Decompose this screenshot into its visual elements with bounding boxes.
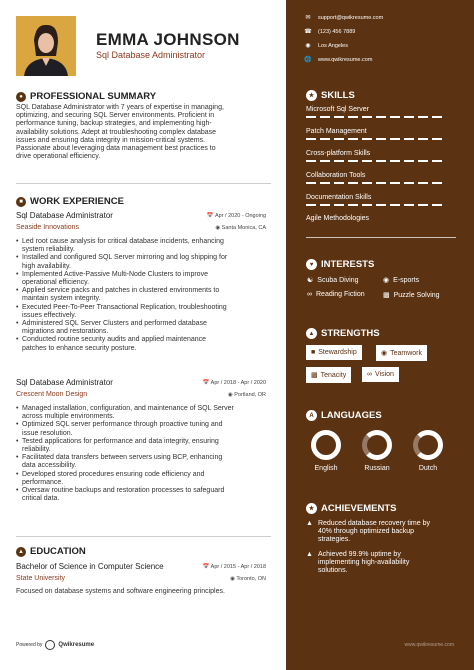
education-description: Focused on database systems and software engineering principles. <box>16 588 225 595</box>
scuba-icon: ☯ <box>307 277 314 284</box>
language-level-ring <box>413 430 443 460</box>
binoculars-icon: ∞ <box>367 371 372 378</box>
skill-item: Microsoft Sql Server <box>306 106 456 118</box>
trophy-icon: ▲ <box>306 520 313 527</box>
user-icon: ● <box>16 92 26 102</box>
list-item: • Executed Peer-To-Peer Transactional Replication, troubleshooting issues effectively. <box>16 304 271 320</box>
section-heading-strengths: ▲ STRENGTHS <box>306 328 380 339</box>
job-bullets <box>16 405 271 503</box>
teamwork-icon: ◉ <box>381 350 388 357</box>
skill-level-bar <box>306 160 456 162</box>
summary-text: SQL Database Administrator with 7 years of expertise in managing, optimizing, and securing SQL Server environments. Proficient in performance tuning, backup strategies, and implementing high- availability solutions. Adept at troubleshooting complex database issues and ensuring data integrity in mission-critical systems. Passionate about leveraging data management best practices to drive operational efficiency. <box>16 104 224 161</box>
contact-website[interactable]: 🌐 www.qwikresume.com <box>304 56 373 63</box>
list-item: • Facilitated data transfers between servers using BCP, enhancing data accessibility. <box>16 454 271 470</box>
list-item: • Led root cause analysis for critical database incidents, enhancing system reliability. <box>16 238 271 254</box>
language-item: Dutch <box>408 430 448 472</box>
job-company: Seaside Innovations <box>16 224 80 231</box>
strength-tag: ▩ Tenacity <box>306 367 351 383</box>
degree: Bachelor of Science in Computer Science <box>16 562 164 571</box>
job-company: Crescent Moon Design <box>16 391 88 398</box>
puzzle-icon: ▩ <box>383 292 390 299</box>
section-heading-interests: ♥ INTERESTS <box>306 259 374 270</box>
school: State University <box>16 575 66 582</box>
section-heading-education: ▲ EDUCATION <box>16 546 271 557</box>
skill-item: Documentation Skills <box>306 194 456 206</box>
tenacity-icon: ▩ <box>311 372 318 379</box>
strength-tag: ■ Stewardship <box>306 345 362 360</box>
phone-icon: ☎ <box>304 29 312 35</box>
interest-item: ◉ E-sports <box>383 276 420 284</box>
contact-email[interactable]: ✉ support@qwikresume.com <box>305 14 384 21</box>
contact-location: ◉ Los Angeles <box>305 42 348 49</box>
job-date: 📅 Apr / 2020 - Ongoing <box>206 213 266 219</box>
list-item: • Optimized SQL server performance through proactive tuning and issue resolution. <box>16 421 271 437</box>
skill-level-bar <box>306 138 456 140</box>
achievement-item: ▲ Achieved 99.9% uptime by implementing high-availability solutions. <box>306 551 410 574</box>
job-date: 📅 Apr / 2018 - Apr / 2020 <box>202 380 266 386</box>
briefcase-icon: ■ <box>16 197 26 207</box>
trophy-icon: ▲ <box>306 551 313 558</box>
education-location: ◉ Toronto, ON <box>230 576 266 582</box>
divider <box>16 536 271 537</box>
stewardship-icon: ■ <box>311 349 316 356</box>
interest-item: ∞ Reading Fiction <box>307 291 365 298</box>
list-item: • Installed and configured SQL Server mirroring and log shipping for high availability. <box>16 254 271 270</box>
language-level-ring <box>362 430 392 460</box>
job-location: ◉ Portland, OR <box>227 392 266 398</box>
medal-icon: ★ <box>306 503 317 514</box>
strength-tag: ∞ Vision <box>362 367 399 382</box>
skill-item: Patch Management <box>306 128 456 140</box>
section-heading-summary: ● PROFESSIONAL SUMMARY <box>16 91 271 102</box>
section-heading-languages: A LANGUAGES <box>306 410 382 421</box>
strength-tag: ◉ Teamwork <box>376 345 427 361</box>
divider <box>306 237 456 238</box>
skill-item: Collaboration Tools <box>306 172 456 184</box>
interest-item: ▩ Puzzle Solving <box>383 291 440 299</box>
job-location: ◉ Santa Monica, CA <box>215 225 266 231</box>
list-item: • Implemented Active-Passive Multi-Node Clusters to improve operational efficiency. <box>16 271 271 287</box>
skill-level-bar <box>306 116 456 118</box>
skill-level-bar <box>306 182 456 184</box>
candidate-name: EMMA JOHNSON <box>96 30 240 49</box>
graduation-cap-icon: ▲ <box>16 547 26 557</box>
list-item: • Administered SQL Server Clusters and performed database migrations and restorations. <box>16 320 271 336</box>
language-item: English <box>306 430 346 472</box>
language-item: Russian <box>357 430 397 472</box>
gamepad-icon: ◉ <box>383 277 390 284</box>
footer-branding: Powered by Qwikresume <box>16 642 95 648</box>
job-title: Sql Database Administrator <box>16 211 113 220</box>
section-heading-experience: ■ WORK EXPERIENCE <box>16 196 271 207</box>
section-heading-achievements: ★ ACHIEVEMENTS <box>306 503 396 514</box>
skill-item: Agile Methodologies <box>306 215 370 222</box>
candidate-title: Sql Database Administrator <box>96 50 206 60</box>
section-heading-skills: ★ SKILLS <box>306 90 355 101</box>
language-icon: A <box>306 410 317 421</box>
skills-icon: ★ <box>306 90 317 101</box>
job-title: Sql Database Administrator <box>16 378 113 387</box>
profile-photo <box>16 16 76 76</box>
job-bullets <box>16 238 271 353</box>
glasses-icon: ∞ <box>307 291 312 298</box>
list-item: • Managed installation, configuration, and maintenance of SQL Server across multiple environments. <box>16 405 271 421</box>
skill-item: Cross-platform Skills <box>306 150 456 162</box>
list-item: • Conducted routine security audits and applied maintenance patches to enhance security posture. <box>16 336 271 352</box>
list-item: • Oversaw routine backups and restoration processes to safeguard critical data. <box>16 487 271 503</box>
achievement-item: ▲ Reduced database recovery time by 40% through optimized backup strategies. <box>306 520 430 543</box>
qwikresume-logo-icon <box>45 640 55 650</box>
brand-name: Qwikresume <box>58 642 95 648</box>
divider <box>16 183 271 184</box>
globe-icon: 🌐 <box>304 57 312 63</box>
contact-phone[interactable]: ☎ (123) 456 7889 <box>304 28 356 35</box>
heart-icon: ♥ <box>306 259 317 270</box>
education-date: 📅 Apr / 2015 - Apr / 2018 <box>202 564 266 570</box>
trophy-icon: ▲ <box>306 328 317 339</box>
language-level-ring <box>311 430 341 460</box>
location-pin-icon: ◉ <box>305 43 311 49</box>
skill-level-bar <box>306 204 456 206</box>
interest-item: ☯ Scuba Diving <box>307 276 359 284</box>
mail-icon: ✉ <box>305 15 311 21</box>
list-item: • Tested applications for performance and data integrity, ensuring reliability. <box>16 438 271 454</box>
list-item: • Applied service packs and patches in clustered environments to maintain system integrity. <box>16 287 271 303</box>
footer-website: www.qwikresume.com <box>404 642 454 648</box>
list-item: • Developed stored procedures ensuring code efficiency and performance. <box>16 471 271 487</box>
